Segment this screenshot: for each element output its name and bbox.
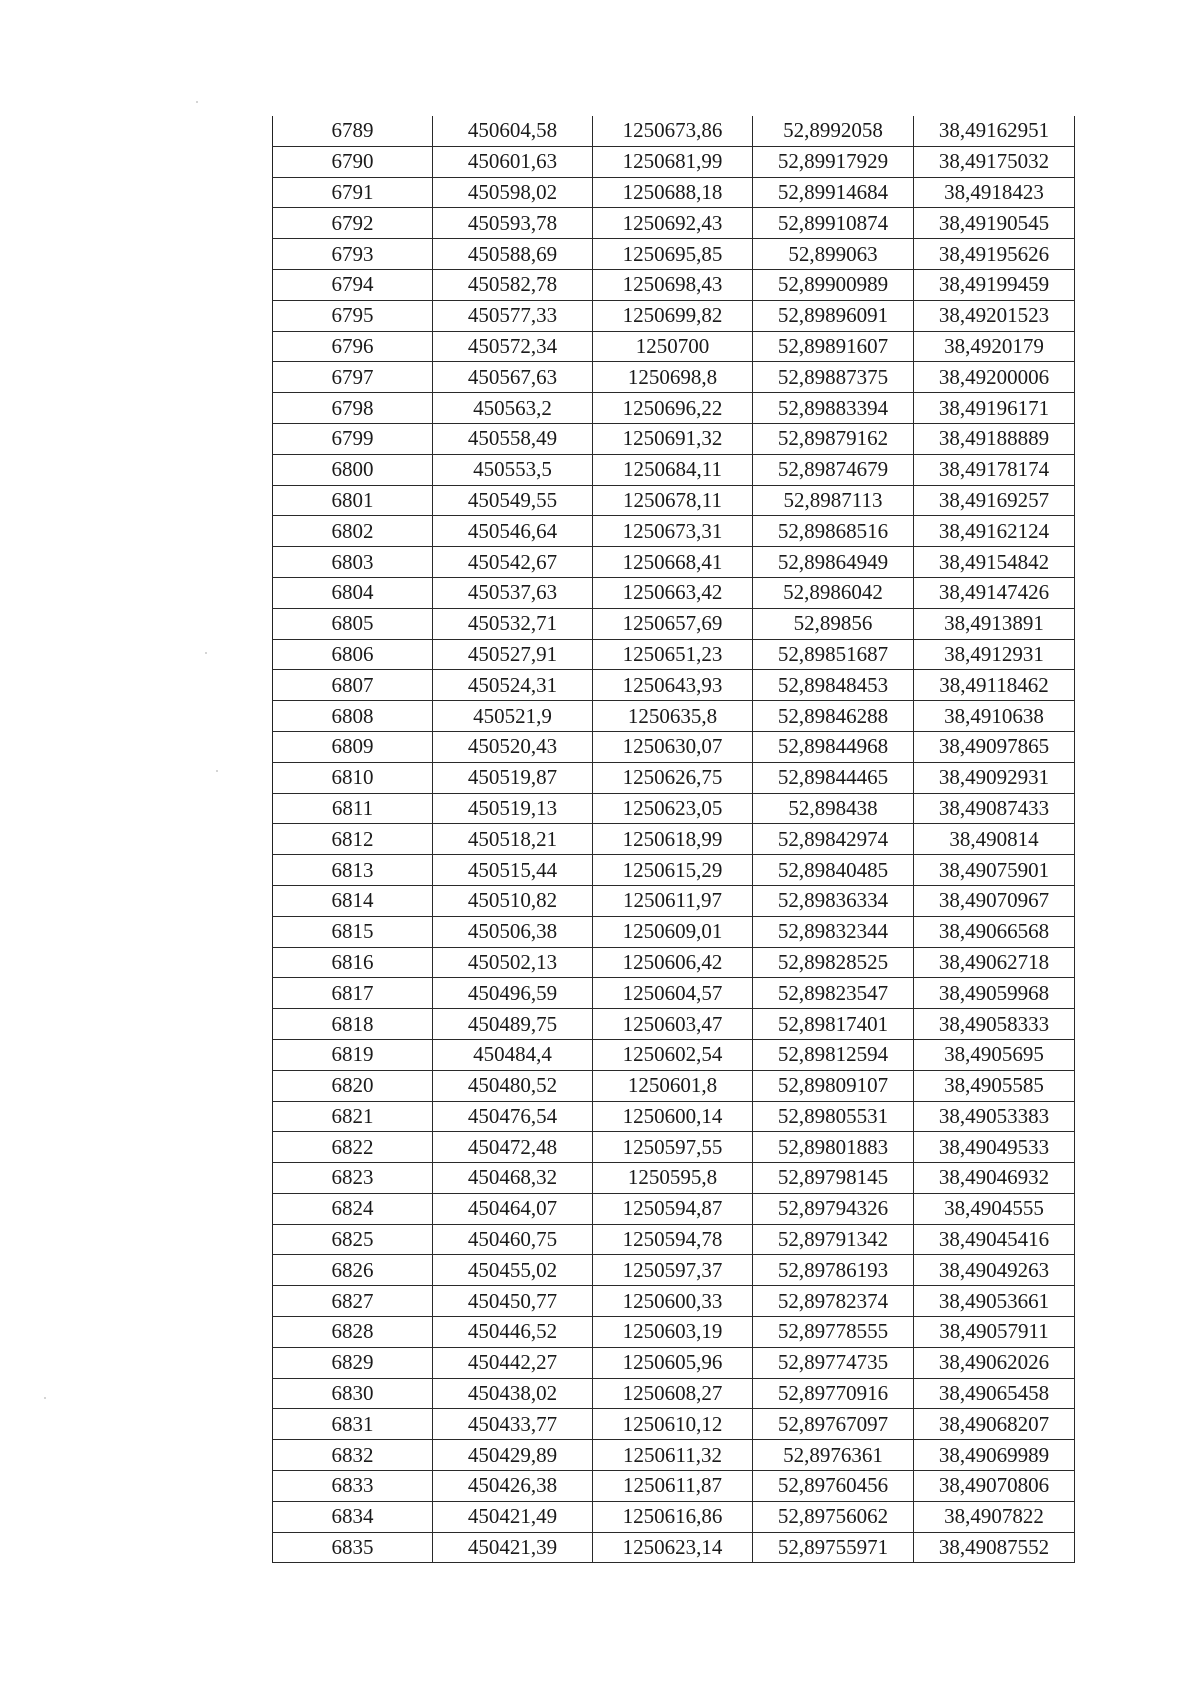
y-coordinate-cell: 1250651,23: [593, 639, 753, 670]
y-coordinate-cell: 1250618,99: [593, 824, 753, 855]
latitude-cell: 52,89791342: [753, 1224, 914, 1255]
point-number-cell: 6820: [273, 1070, 433, 1101]
x-coordinate-cell: 450537,63: [433, 577, 593, 608]
table-row: [273, 177, 1075, 208]
y-coordinate-cell: 1250630,07: [593, 731, 753, 762]
point-number-cell: 6834: [273, 1501, 433, 1532]
table-row: [273, 269, 1075, 300]
longitude-cell: 38,49062718: [914, 947, 1075, 978]
longitude-cell: 38,49062026: [914, 1347, 1075, 1378]
longitude-cell: 38,49046932: [914, 1163, 1075, 1194]
table-row: [273, 947, 1075, 978]
longitude-cell: 38,49118462: [914, 670, 1075, 701]
coordinate-table: [272, 116, 1075, 1563]
latitude-cell: 52,89812594: [753, 1039, 914, 1070]
point-number-cell: 6789: [273, 116, 433, 146]
x-coordinate-cell: 450446,52: [433, 1317, 593, 1348]
point-number-cell: 6790: [273, 146, 433, 177]
longitude-cell: 38,49087433: [914, 793, 1075, 824]
longitude-cell: 38,49049263: [914, 1255, 1075, 1286]
scan-speck: [44, 1397, 46, 1399]
x-coordinate-cell: 450553,5: [433, 454, 593, 485]
y-coordinate-cell: 1250688,18: [593, 177, 753, 208]
point-number-cell: 6801: [273, 485, 433, 516]
y-coordinate-cell: 1250611,87: [593, 1471, 753, 1502]
y-coordinate-cell: 1250597,37: [593, 1255, 753, 1286]
y-coordinate-cell: 1250673,86: [593, 116, 753, 146]
x-coordinate-cell: 450480,52: [433, 1070, 593, 1101]
longitude-cell: 38,49053661: [914, 1286, 1075, 1317]
longitude-cell: 38,49154842: [914, 547, 1075, 578]
table-row: [273, 1255, 1075, 1286]
x-coordinate-cell: 450496,59: [433, 978, 593, 1009]
y-coordinate-cell: 1250700: [593, 331, 753, 362]
y-coordinate-cell: 1250684,11: [593, 454, 753, 485]
x-coordinate-cell: 450515,44: [433, 855, 593, 886]
x-coordinate-cell: 450489,75: [433, 1009, 593, 1040]
table-row: [273, 1501, 1075, 1532]
point-number-cell: 6826: [273, 1255, 433, 1286]
x-coordinate-cell: 450519,87: [433, 762, 593, 793]
latitude-cell: 52,89848453: [753, 670, 914, 701]
x-coordinate-cell: 450604,58: [433, 116, 593, 146]
latitude-cell: 52,89874679: [753, 454, 914, 485]
point-number-cell: 6792: [273, 208, 433, 239]
table-row: [273, 639, 1075, 670]
y-coordinate-cell: 1250602,54: [593, 1039, 753, 1070]
x-coordinate-cell: 450421,39: [433, 1532, 593, 1563]
latitude-cell: 52,89774735: [753, 1347, 914, 1378]
point-number-cell: 6810: [273, 762, 433, 793]
x-coordinate-cell: 450476,54: [433, 1101, 593, 1132]
latitude-cell: 52,89782374: [753, 1286, 914, 1317]
point-number-cell: 6818: [273, 1009, 433, 1040]
y-coordinate-cell: 1250678,11: [593, 485, 753, 516]
x-coordinate-cell: 450601,63: [433, 146, 593, 177]
x-coordinate-cell: 450510,82: [433, 885, 593, 916]
x-coordinate-cell: 450546,64: [433, 516, 593, 547]
latitude-cell: 52,89879162: [753, 423, 914, 454]
y-coordinate-cell: 1250626,75: [593, 762, 753, 793]
table-row: [273, 300, 1075, 331]
x-coordinate-cell: 450421,49: [433, 1501, 593, 1532]
latitude-cell: 52,89798145: [753, 1163, 914, 1194]
point-number-cell: 6798: [273, 393, 433, 424]
longitude-cell: 38,49070806: [914, 1471, 1075, 1502]
point-number-cell: 6813: [273, 855, 433, 886]
point-number-cell: 6800: [273, 454, 433, 485]
longitude-cell: 38,4910638: [914, 701, 1075, 732]
table-row: [273, 916, 1075, 947]
x-coordinate-cell: 450455,02: [433, 1255, 593, 1286]
longitude-cell: 38,4920179: [914, 331, 1075, 362]
latitude-cell: 52,89844465: [753, 762, 914, 793]
point-number-cell: 6809: [273, 731, 433, 762]
longitude-cell: 38,49200006: [914, 362, 1075, 393]
y-coordinate-cell: 1250601,8: [593, 1070, 753, 1101]
x-coordinate-cell: 450520,43: [433, 731, 593, 762]
table-row: [273, 1378, 1075, 1409]
latitude-cell: 52,89823547: [753, 978, 914, 1009]
coordinate-table-body: [273, 116, 1075, 1563]
latitude-cell: 52,89896091: [753, 300, 914, 331]
table-row: [273, 577, 1075, 608]
longitude-cell: 38,49065458: [914, 1378, 1075, 1409]
table-row: [273, 885, 1075, 916]
y-coordinate-cell: 1250600,33: [593, 1286, 753, 1317]
longitude-cell: 38,49188889: [914, 423, 1075, 454]
latitude-cell: 52,89801883: [753, 1132, 914, 1163]
longitude-cell: 38,4912931: [914, 639, 1075, 670]
latitude-cell: 52,89755971: [753, 1532, 914, 1563]
latitude-cell: 52,89840485: [753, 855, 914, 886]
longitude-cell: 38,49087552: [914, 1532, 1075, 1563]
y-coordinate-cell: 1250623,05: [593, 793, 753, 824]
point-number-cell: 6832: [273, 1440, 433, 1471]
longitude-cell: 38,49196171: [914, 393, 1075, 424]
y-coordinate-cell: 1250595,8: [593, 1163, 753, 1194]
point-number-cell: 6831: [273, 1409, 433, 1440]
x-coordinate-cell: 450484,4: [433, 1039, 593, 1070]
x-coordinate-cell: 450582,78: [433, 269, 593, 300]
longitude-cell: 38,49195626: [914, 239, 1075, 270]
y-coordinate-cell: 1250673,31: [593, 516, 753, 547]
table-row: [273, 1532, 1075, 1563]
latitude-cell: 52,89856: [753, 608, 914, 639]
latitude-cell: 52,8976361: [753, 1440, 914, 1471]
latitude-cell: 52,898438: [753, 793, 914, 824]
point-number-cell: 6822: [273, 1132, 433, 1163]
x-coordinate-cell: 450532,71: [433, 608, 593, 639]
table-row: [273, 1009, 1075, 1040]
scan-speck: [216, 770, 218, 772]
x-coordinate-cell: 450433,77: [433, 1409, 593, 1440]
y-coordinate-cell: 1250609,01: [593, 916, 753, 947]
point-number-cell: 6807: [273, 670, 433, 701]
x-coordinate-cell: 450450,77: [433, 1286, 593, 1317]
latitude-cell: 52,89760456: [753, 1471, 914, 1502]
point-number-cell: 6828: [273, 1317, 433, 1348]
x-coordinate-cell: 450588,69: [433, 239, 593, 270]
longitude-cell: 38,49199459: [914, 269, 1075, 300]
x-coordinate-cell: 450442,27: [433, 1347, 593, 1378]
latitude-cell: 52,89844968: [753, 731, 914, 762]
y-coordinate-cell: 1250696,22: [593, 393, 753, 424]
x-coordinate-cell: 450429,89: [433, 1440, 593, 1471]
point-number-cell: 6817: [273, 978, 433, 1009]
latitude-cell: 52,89817401: [753, 1009, 914, 1040]
latitude-cell: 52,89767097: [753, 1409, 914, 1440]
point-number-cell: 6805: [273, 608, 433, 639]
scan-speck: [196, 101, 198, 103]
latitude-cell: 52,89770916: [753, 1378, 914, 1409]
y-coordinate-cell: 1250699,82: [593, 300, 753, 331]
longitude-cell: 38,49190545: [914, 208, 1075, 239]
table-row: [273, 1132, 1075, 1163]
latitude-cell: 52,89910874: [753, 208, 914, 239]
longitude-cell: 38,49058333: [914, 1009, 1075, 1040]
point-number-cell: 6802: [273, 516, 433, 547]
latitude-cell: 52,89794326: [753, 1193, 914, 1224]
table-row: [273, 547, 1075, 578]
latitude-cell: 52,89917929: [753, 146, 914, 177]
table-row: [273, 208, 1075, 239]
point-number-cell: 6814: [273, 885, 433, 916]
x-coordinate-cell: 450464,07: [433, 1193, 593, 1224]
point-number-cell: 6804: [273, 577, 433, 608]
y-coordinate-cell: 1250611,97: [593, 885, 753, 916]
y-coordinate-cell: 1250594,78: [593, 1224, 753, 1255]
latitude-cell: 52,89864949: [753, 547, 914, 578]
x-coordinate-cell: 450558,49: [433, 423, 593, 454]
y-coordinate-cell: 1250692,43: [593, 208, 753, 239]
table-row: [273, 701, 1075, 732]
longitude-cell: 38,49066568: [914, 916, 1075, 947]
longitude-cell: 38,49068207: [914, 1409, 1075, 1440]
table-row: [273, 608, 1075, 639]
x-coordinate-cell: 450577,33: [433, 300, 593, 331]
y-coordinate-cell: 1250603,47: [593, 1009, 753, 1040]
latitude-cell: 52,89809107: [753, 1070, 914, 1101]
longitude-cell: 38,49175032: [914, 146, 1075, 177]
longitude-cell: 38,49069989: [914, 1440, 1075, 1471]
table-row: [273, 855, 1075, 886]
latitude-cell: 52,89756062: [753, 1501, 914, 1532]
table-row: [273, 146, 1075, 177]
point-number-cell: 6816: [273, 947, 433, 978]
longitude-cell: 38,49049533: [914, 1132, 1075, 1163]
latitude-cell: 52,89883394: [753, 393, 914, 424]
y-coordinate-cell: 1250668,41: [593, 547, 753, 578]
latitude-cell: 52,89887375: [753, 362, 914, 393]
table-row: [273, 731, 1075, 762]
table-row: [273, 1070, 1075, 1101]
point-number-cell: 6835: [273, 1532, 433, 1563]
point-number-cell: 6815: [273, 916, 433, 947]
point-number-cell: 6791: [273, 177, 433, 208]
table-row: [273, 239, 1075, 270]
table-row: [273, 331, 1075, 362]
latitude-cell: 52,89842974: [753, 824, 914, 855]
point-number-cell: 6821: [273, 1101, 433, 1132]
table-row: [273, 116, 1075, 146]
latitude-cell: 52,89891607: [753, 331, 914, 362]
scan-speck: [205, 652, 207, 654]
table-row: [273, 824, 1075, 855]
latitude-cell: 52,8987113: [753, 485, 914, 516]
longitude-cell: 38,49097865: [914, 731, 1075, 762]
x-coordinate-cell: 450506,38: [433, 916, 593, 947]
y-coordinate-cell: 1250610,12: [593, 1409, 753, 1440]
x-coordinate-cell: 450472,48: [433, 1132, 593, 1163]
table-row: [273, 1317, 1075, 1348]
y-coordinate-cell: 1250615,29: [593, 855, 753, 886]
x-coordinate-cell: 450460,75: [433, 1224, 593, 1255]
y-coordinate-cell: 1250616,86: [593, 1501, 753, 1532]
table-row: [273, 1163, 1075, 1194]
longitude-cell: 38,49070967: [914, 885, 1075, 916]
point-number-cell: 6819: [273, 1039, 433, 1070]
table-row: [273, 362, 1075, 393]
longitude-cell: 38,49092931: [914, 762, 1075, 793]
table-row: [273, 393, 1075, 424]
x-coordinate-cell: 450572,34: [433, 331, 593, 362]
longitude-cell: 38,49201523: [914, 300, 1075, 331]
latitude-cell: 52,89828525: [753, 947, 914, 978]
table-row: [273, 1101, 1075, 1132]
y-coordinate-cell: 1250597,55: [593, 1132, 753, 1163]
x-coordinate-cell: 450438,02: [433, 1378, 593, 1409]
table-row: [273, 1440, 1075, 1471]
x-coordinate-cell: 450524,31: [433, 670, 593, 701]
x-coordinate-cell: 450426,38: [433, 1471, 593, 1502]
latitude-cell: 52,89900989: [753, 269, 914, 300]
y-coordinate-cell: 1250603,19: [593, 1317, 753, 1348]
point-number-cell: 6806: [273, 639, 433, 670]
longitude-cell: 38,49059968: [914, 978, 1075, 1009]
x-coordinate-cell: 450519,13: [433, 793, 593, 824]
x-coordinate-cell: 450518,21: [433, 824, 593, 855]
latitude-cell: 52,8992058: [753, 116, 914, 146]
y-coordinate-cell: 1250606,42: [593, 947, 753, 978]
y-coordinate-cell: 1250691,32: [593, 423, 753, 454]
longitude-cell: 38,49057911: [914, 1317, 1075, 1348]
latitude-cell: 52,89805531: [753, 1101, 914, 1132]
latitude-cell: 52,89836334: [753, 885, 914, 916]
x-coordinate-cell: 450527,91: [433, 639, 593, 670]
y-coordinate-cell: 1250663,42: [593, 577, 753, 608]
table-row: [273, 516, 1075, 547]
y-coordinate-cell: 1250695,85: [593, 239, 753, 270]
point-number-cell: 6796: [273, 331, 433, 362]
y-coordinate-cell: 1250623,14: [593, 1532, 753, 1563]
longitude-cell: 38,49162124: [914, 516, 1075, 547]
point-number-cell: 6825: [273, 1224, 433, 1255]
table-row: [273, 793, 1075, 824]
y-coordinate-cell: 1250635,8: [593, 701, 753, 732]
x-coordinate-cell: 450593,78: [433, 208, 593, 239]
latitude-cell: 52,89868516: [753, 516, 914, 547]
latitude-cell: 52,89778555: [753, 1317, 914, 1348]
point-number-cell: 6812: [273, 824, 433, 855]
longitude-cell: 38,4907822: [914, 1501, 1075, 1532]
latitude-cell: 52,89846288: [753, 701, 914, 732]
x-coordinate-cell: 450549,55: [433, 485, 593, 516]
y-coordinate-cell: 1250698,43: [593, 269, 753, 300]
longitude-cell: 38,49075901: [914, 855, 1075, 886]
table-row: [273, 670, 1075, 701]
y-coordinate-cell: 1250698,8: [593, 362, 753, 393]
y-coordinate-cell: 1250600,14: [593, 1101, 753, 1132]
y-coordinate-cell: 1250594,87: [593, 1193, 753, 1224]
table-row: [273, 1193, 1075, 1224]
x-coordinate-cell: 450563,2: [433, 393, 593, 424]
longitude-cell: 38,49147426: [914, 577, 1075, 608]
point-number-cell: 6824: [273, 1193, 433, 1224]
table-row: [273, 1347, 1075, 1378]
point-number-cell: 6794: [273, 269, 433, 300]
longitude-cell: 38,49053383: [914, 1101, 1075, 1132]
latitude-cell: 52,8986042: [753, 577, 914, 608]
table-row: [273, 1224, 1075, 1255]
point-number-cell: 6795: [273, 300, 433, 331]
longitude-cell: 38,4905695: [914, 1039, 1075, 1070]
y-coordinate-cell: 1250604,57: [593, 978, 753, 1009]
table-row: [273, 1286, 1075, 1317]
longitude-cell: 38,4904555: [914, 1193, 1075, 1224]
x-coordinate-cell: 450502,13: [433, 947, 593, 978]
x-coordinate-cell: 450598,02: [433, 177, 593, 208]
y-coordinate-cell: 1250657,69: [593, 608, 753, 639]
point-number-cell: 6799: [273, 423, 433, 454]
table-row: [273, 978, 1075, 1009]
longitude-cell: 38,49162951: [914, 116, 1075, 146]
point-number-cell: 6793: [273, 239, 433, 270]
y-coordinate-cell: 1250605,96: [593, 1347, 753, 1378]
x-coordinate-cell: 450521,9: [433, 701, 593, 732]
x-coordinate-cell: 450542,67: [433, 547, 593, 578]
longitude-cell: 38,49178174: [914, 454, 1075, 485]
longitude-cell: 38,490814: [914, 824, 1075, 855]
y-coordinate-cell: 1250643,93: [593, 670, 753, 701]
point-number-cell: 6803: [273, 547, 433, 578]
longitude-cell: 38,4913891: [914, 608, 1075, 639]
point-number-cell: 6829: [273, 1347, 433, 1378]
latitude-cell: 52,89851687: [753, 639, 914, 670]
point-number-cell: 6830: [273, 1378, 433, 1409]
x-coordinate-cell: 450468,32: [433, 1163, 593, 1194]
longitude-cell: 38,4905585: [914, 1070, 1075, 1101]
y-coordinate-cell: 1250681,99: [593, 146, 753, 177]
point-number-cell: 6823: [273, 1163, 433, 1194]
y-coordinate-cell: 1250611,32: [593, 1440, 753, 1471]
table-row: [273, 485, 1075, 516]
longitude-cell: 38,49169257: [914, 485, 1075, 516]
latitude-cell: 52,89914684: [753, 177, 914, 208]
point-number-cell: 6808: [273, 701, 433, 732]
table-row: [273, 1039, 1075, 1070]
point-number-cell: 6811: [273, 793, 433, 824]
longitude-cell: 38,4918423: [914, 177, 1075, 208]
table-row: [273, 423, 1075, 454]
point-number-cell: 6797: [273, 362, 433, 393]
point-number-cell: 6833: [273, 1471, 433, 1502]
x-coordinate-cell: 450567,63: [433, 362, 593, 393]
table-row: [273, 1471, 1075, 1502]
table-row: [273, 762, 1075, 793]
table-row: [273, 454, 1075, 485]
y-coordinate-cell: 1250608,27: [593, 1378, 753, 1409]
latitude-cell: 52,89832344: [753, 916, 914, 947]
table-row: [273, 1409, 1075, 1440]
latitude-cell: 52,89786193: [753, 1255, 914, 1286]
point-number-cell: 6827: [273, 1286, 433, 1317]
latitude-cell: 52,899063: [753, 239, 914, 270]
longitude-cell: 38,49045416: [914, 1224, 1075, 1255]
